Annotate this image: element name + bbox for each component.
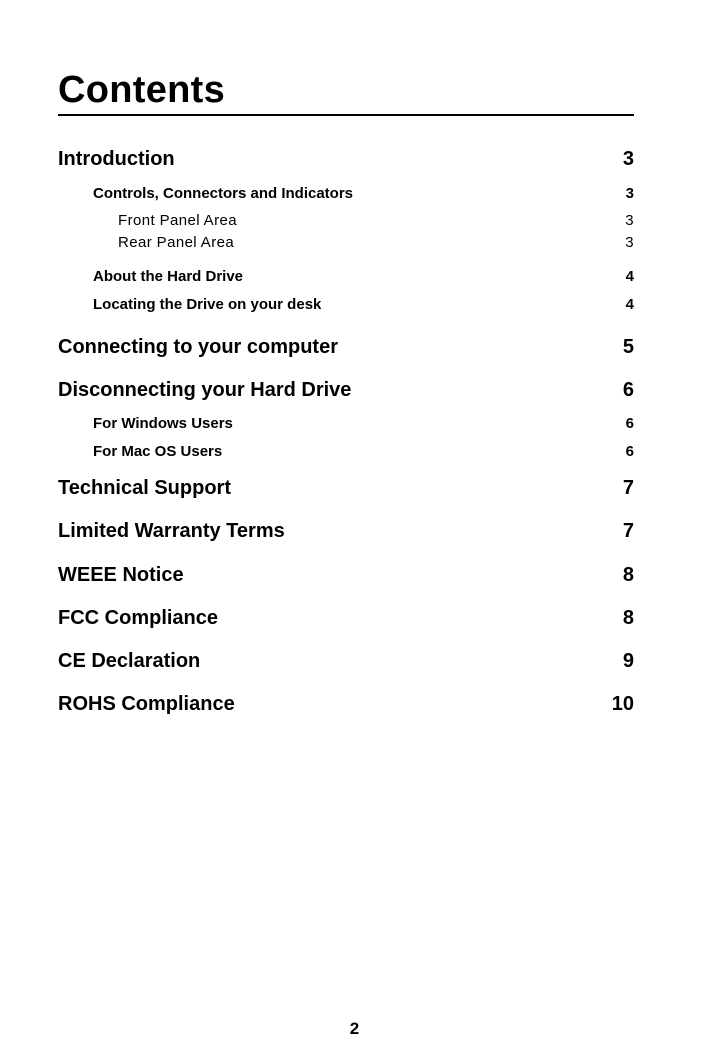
page-title: Contents [58, 69, 226, 111]
toc-entry-page: 9 [622, 650, 634, 672]
toc-entry-ce-declaration[interactable] [58, 649, 634, 673]
toc-entry-page: 3 [622, 148, 634, 170]
toc-entry-label: Limited Warranty Terms [58, 520, 285, 542]
toc-entry-page: 4 [625, 296, 634, 313]
toc-entry-page: 6 [622, 379, 634, 401]
toc-entry-limited-warranty[interactable] [58, 519, 634, 543]
toc-entry-windows-users[interactable] [58, 415, 634, 433]
toc-entry-label: Locating the Drive on your desk [93, 296, 322, 313]
title-divider [58, 114, 634, 116]
toc-entry-page: 6 [625, 443, 634, 460]
toc-entry-connecting[interactable] [58, 335, 634, 359]
toc-entry-page: 3 [625, 185, 634, 202]
toc-entry-page: 4 [625, 268, 634, 285]
page-number: 2 [349, 1019, 360, 1038]
toc-entry-rear-panel-area[interactable] [58, 234, 634, 252]
toc-entry-page: 8 [622, 564, 634, 586]
toc-entry-page: 8 [622, 607, 634, 629]
toc-entry-mac-os-users[interactable] [58, 443, 634, 461]
toc-entry-weee-notice[interactable] [58, 563, 634, 587]
toc-entry-disconnecting[interactable] [58, 378, 634, 402]
toc-entry-label: Disconnecting your Hard Drive [58, 379, 352, 401]
toc-entry-page: 3 [625, 212, 634, 229]
toc-entry-label: ROHS Compliance [58, 693, 235, 715]
toc-entry-page: 7 [622, 477, 634, 499]
toc-entry-page: 7 [622, 520, 634, 542]
toc-entry-label: Introduction [58, 148, 175, 170]
toc-entry-locating-drive[interactable] [58, 296, 634, 314]
toc-entry-label: For Mac OS Users [93, 443, 223, 460]
toc-entry-label: Technical Support [58, 477, 231, 499]
toc-entry-introduction[interactable] [58, 147, 634, 171]
toc-entry-label: Rear Panel Area [118, 234, 235, 251]
toc-entry-technical-support[interactable] [58, 476, 634, 500]
toc-entry-page: 10 [611, 693, 634, 715]
toc-entry-page: 6 [625, 415, 634, 432]
toc-entry-label: Controls, Connectors and Indicators [93, 185, 354, 202]
toc-entry-rohs-compliance[interactable] [58, 692, 634, 716]
toc-entry-page: 3 [625, 234, 634, 251]
toc-entry-label: FCC Compliance [58, 607, 219, 629]
toc-entry-label: CE Declaration [58, 650, 201, 672]
toc-entry-label: WEEE Notice [58, 564, 184, 586]
toc-entry-controls-connectors-indicators[interactable] [58, 185, 634, 203]
toc-entry-label: About the Hard Drive [93, 268, 244, 285]
toc-entry-about-hard-drive[interactable] [58, 268, 634, 286]
toc-entry-label: For Windows Users [93, 415, 233, 432]
toc-entry-front-panel-area[interactable] [58, 212, 634, 230]
toc-entry-fcc-compliance[interactable] [58, 606, 634, 630]
toc-entry-page: 5 [622, 336, 634, 358]
toc-entry-label: Front Panel Area [118, 212, 237, 229]
toc-entry-label: Connecting to your computer [58, 336, 338, 358]
